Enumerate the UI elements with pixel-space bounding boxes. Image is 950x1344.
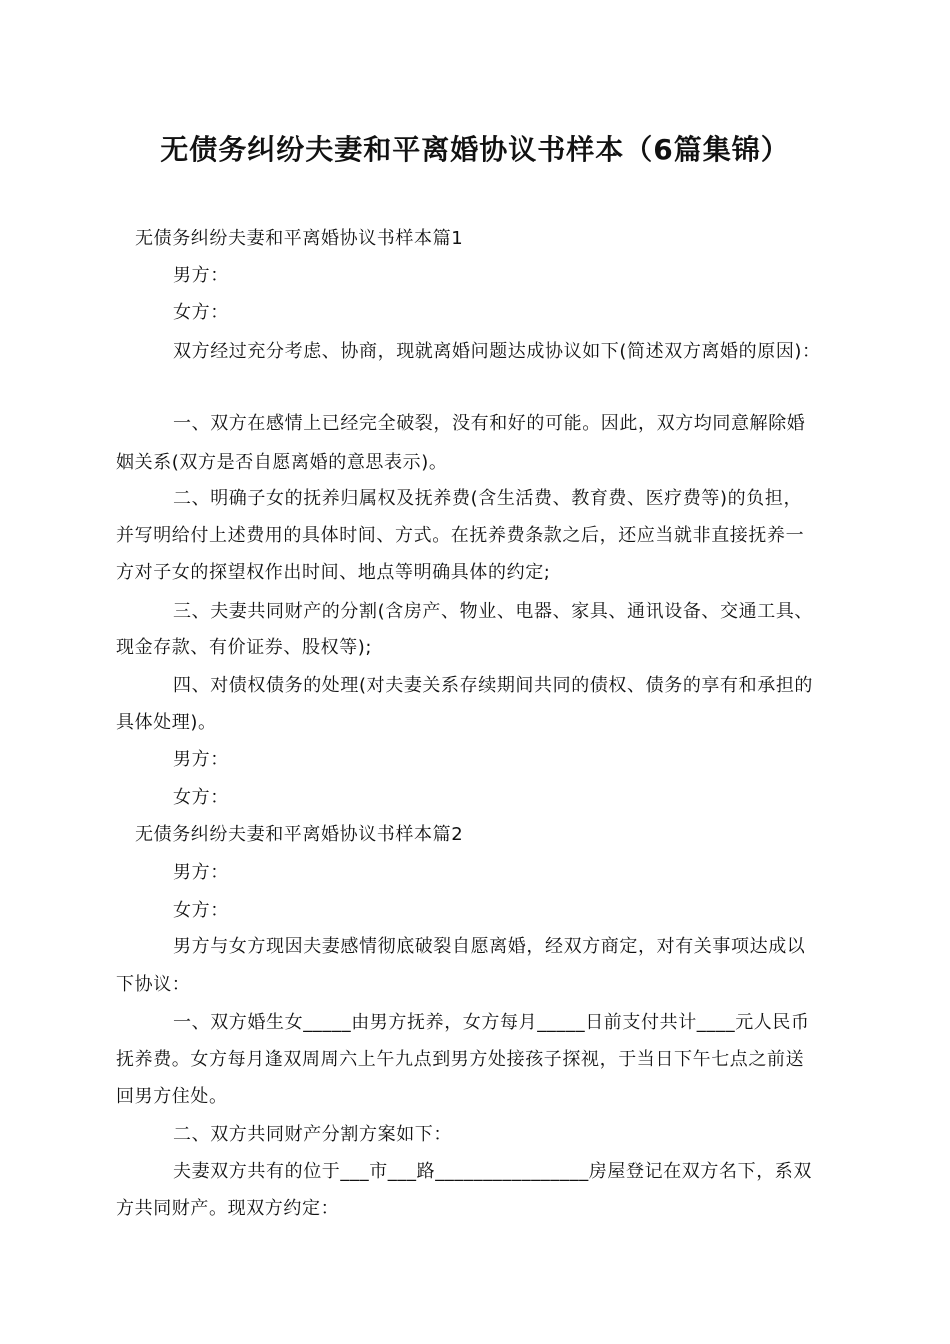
clause-line: 四、对债权债务的处理(对夫妻关系存续期间共同的债权、债务的享有和承担的 [173, 675, 814, 696]
clause-line: 回男方住处。 [116, 1086, 228, 1107]
section-heading-1: 无债务纠纷夫妻和平离婚协议书样本篇1 [135, 228, 464, 249]
wife-label: 女方： [173, 900, 229, 921]
clause-line: 抚养费。女方每月逢双周周六上午九点到男方处接孩子探视，于当日下午七点之前送 [116, 1049, 805, 1070]
document-title: 无债务纠纷夫妻和平离婚协议书样本（6篇集锦） [160, 133, 790, 166]
husband-signature-label: 男方： [173, 749, 229, 770]
clause-line: 现金存款、有价证券、股权等); [116, 637, 373, 658]
clause-line: 男方与女方现因夫妻感情彻底破裂自愿离婚，经双方商定，对有关事项达成以 [173, 936, 806, 957]
husband-label: 男方： [173, 265, 229, 286]
clause-line: 二、双方共同财产分割方案如下： [173, 1124, 452, 1145]
clause-line: 二、明确子女的抚养归属权及抚养费(含生活费、教育费、医疗费等)的负担， [173, 488, 803, 509]
clause-line: 下协议： [116, 974, 191, 995]
wife-signature-label: 女方： [173, 787, 229, 808]
clause-line: 三、夫妻共同财产的分割(含房产、物业、电器、家具、通讯设备、交通工具、 [173, 601, 814, 622]
intro-paragraph: 双方经过充分考虑、协商，现就离婚问题达成协议如下(简述双方离婚的原因)： [173, 341, 821, 362]
clause-line: 一、双方婚生女_____由男方抚养，女方每月_____日前支付共计____元人民币 [173, 1012, 810, 1033]
clause-line: 姻关系(双方是否自愿离婚的意思表示)。 [116, 452, 448, 473]
clause-line: 方共同财产。现双方约定： [116, 1198, 340, 1219]
clause-line: 具体处理)。 [116, 712, 217, 733]
wife-label: 女方： [173, 302, 229, 323]
clause-line: 方对子女的探望权作出时间、地点等明确具体的约定; [116, 562, 551, 583]
clause-line: 夫妻双方共有的位于___市___路________________房屋登记在双方名下，系双 [173, 1161, 812, 1182]
husband-label: 男方： [173, 862, 229, 883]
clause-line: 并写明给付上述费用的具体时间、方式。在抚养费条款之后，还应当就非直接抚养一 [116, 525, 805, 546]
clause-line: 一、双方在感情上已经完全破裂，没有和好的可能。因此，双方均同意解除婚 [173, 413, 806, 434]
section-heading-2: 无债务纠纷夫妻和平离婚协议书样本篇2 [135, 824, 464, 845]
